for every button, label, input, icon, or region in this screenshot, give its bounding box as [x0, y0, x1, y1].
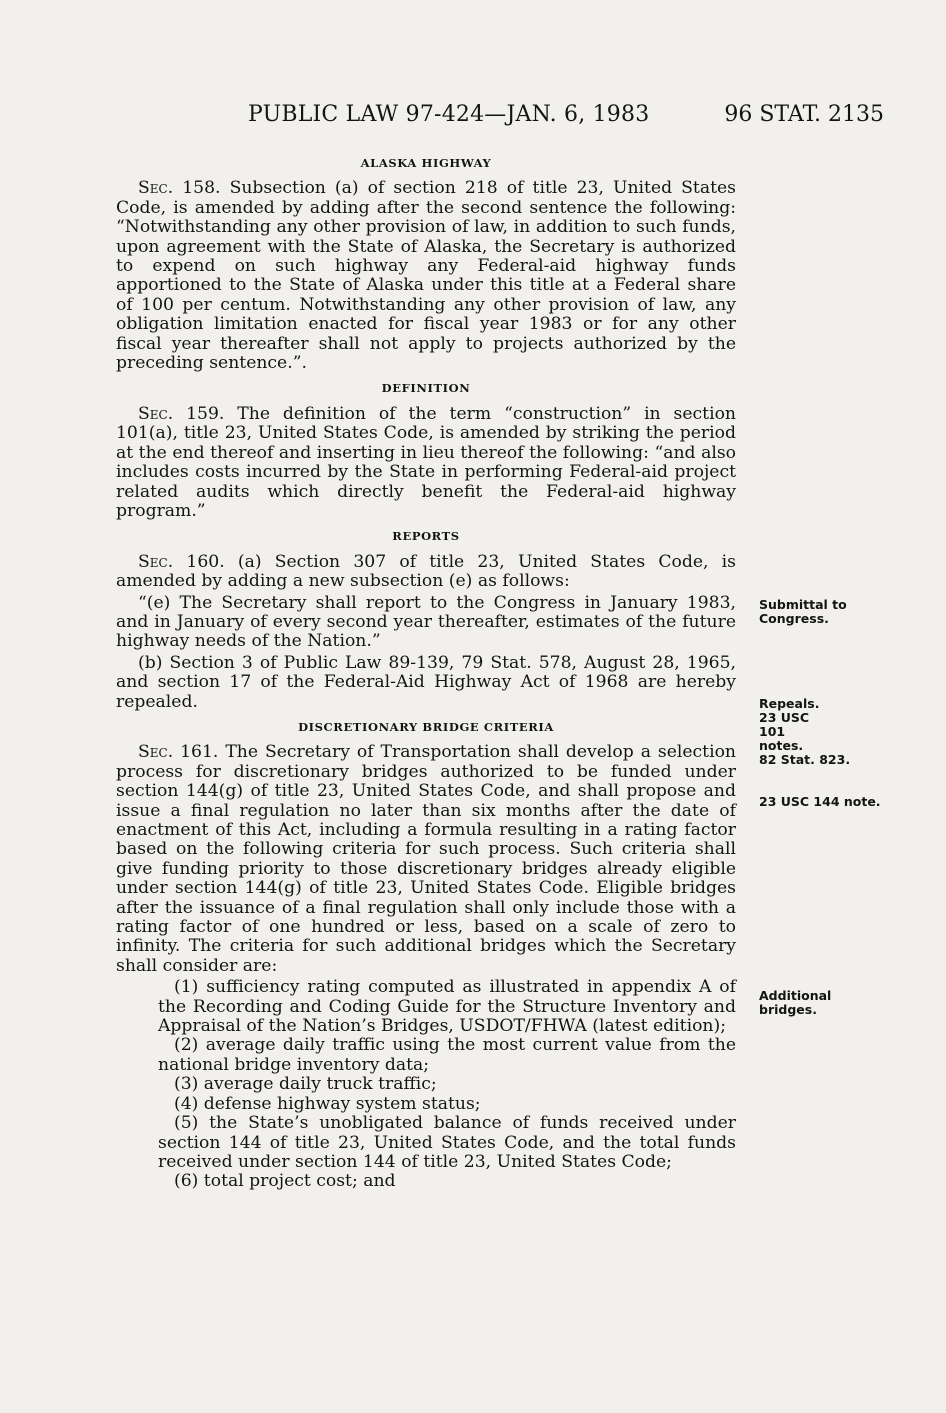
section-heading-alaska-highway: ALASKA HIGHWAY	[360, 156, 492, 170]
section-160-paragraph-b: (b) Section 3 of Public Law 89-139, 79 Stat. 578, August 28, 1965, and section 17 of the Federal-Aid Highway Act of 1968 are hereby repealed.	[116, 652, 736, 712]
margin-note-repeals-line: 82 Stat. 823.	[759, 752, 851, 767]
section-159-text: The definition of the term “construction” in section 101(a), title 23, United States Code, is amended by striking the period at the end thereof and inserting in lieu thereof the following: “and also includes costs incurred by the State in performing Federal-aid project related audits which directly benefit the Federal-aid highway program.”	[116, 403, 736, 521]
criteria-item: (3) average daily truck traffic;	[174, 1074, 437, 1095]
margin-note-additional-bridges: Additional bridges.	[759, 988, 832, 1017]
section-158-paragraph	[116, 179, 736, 373]
section-label: Sec. 158.	[138, 178, 221, 199]
section-161-text: The Secretary of Transportation shall develop a selection process for discretionary bridges authorized to be funded under section 144(g) of title 23, United States Code, and shall propose and issue a final regulation no later than six months after the date of enactment of this Act, including a formula resulting in a rating factor based on the following criteria for such process. Such criteria shall give funding priority to those discretionary bridges already eligible under section 144(g) of title 23, United States Code. Eligible bridges after the issuance of a final regulation shall only include those with a rating factor of one hundred or less, based on a scale of zero to infinity. The criteria for such additional bridges which the Secretary shall consider are:	[116, 742, 736, 976]
margin-note-usc144: 23 USC 144 note.	[759, 794, 881, 809]
criteria-item: (1) sufficiency rating computed as illustrated in appendix A of the Recording and Coding Guide for the Structure Inventory and Appraisal of the Nation’s Bridges, USDOT/FHWA (latest edition);	[158, 977, 736, 1037]
section-160-text-a: (a) Section 307 of title 23, United States Code, is amended by adding a new subsection (e) as follows:	[116, 551, 736, 592]
section-160-paragraph-e: “(e) The Secretary shall report to the Congress in January 1983, and in January of every second year thereafter, estimates of the future highway needs of the Nation.”	[116, 592, 736, 652]
section-label: Sec. 159.	[138, 403, 225, 424]
page-header-law: PUBLIC LAW 97-424—JAN. 6, 1983	[248, 102, 650, 127]
section-160-paragraph-a	[116, 553, 736, 592]
section-161-paragraph	[116, 743, 736, 976]
criteria-item: (6) total project cost; and	[174, 1171, 396, 1192]
section-158-text: Subsection (a) of section 218 of title 23, United States Code, is amended by adding after the second sentence the following: “Notwithstanding any other provision of law, in addition to such funds, upon agreement with the State of Alaska, the Secretary is authorized to expend on such highway any Federal-aid highway funds apportioned to the State of Alaska under this title at a Federal share of 100 per centum. Notwithstanding any other provision of law, any obligation limitation enacted for fiscal year 1983 or for any other fiscal year thereafter shall not apply to projects authorized by the preceding sentence.”.	[116, 178, 736, 374]
criteria-item: (5) the State’s unobligated balance of funds received under section 144 of title 23, United States Code, and the total funds received under section 144 of title 23, United States Code;	[158, 1113, 736, 1172]
page-header-stat: 96 STAT. 2135	[724, 102, 884, 127]
section-label: Sec. 160.	[138, 551, 225, 572]
section-heading-definition: DEFINITION	[381, 381, 471, 396]
section-heading-reports: REPORTS	[392, 529, 460, 544]
section-label: Sec. 161.	[138, 742, 219, 763]
margin-note-repeals-line: Repeals.	[759, 696, 820, 711]
section-159-paragraph	[116, 405, 736, 521]
section-heading-discretionary-bridge-criteria: DISCRETIONARY BRIDGE CRITERIA	[298, 719, 554, 734]
margin-note-repeals	[759, 697, 859, 767]
criteria-item: (4) defense highway system status;	[174, 1093, 481, 1114]
criteria-item: (2) average daily traffic using the most current value from the national bridge inventory data;	[158, 1035, 736, 1075]
main-text-column	[116, 152, 736, 1192]
margin-note-repeals-line: 23 USC 101 notes.	[759, 710, 810, 753]
margin-note-submittal: Submittal to Congress.	[759, 597, 847, 626]
